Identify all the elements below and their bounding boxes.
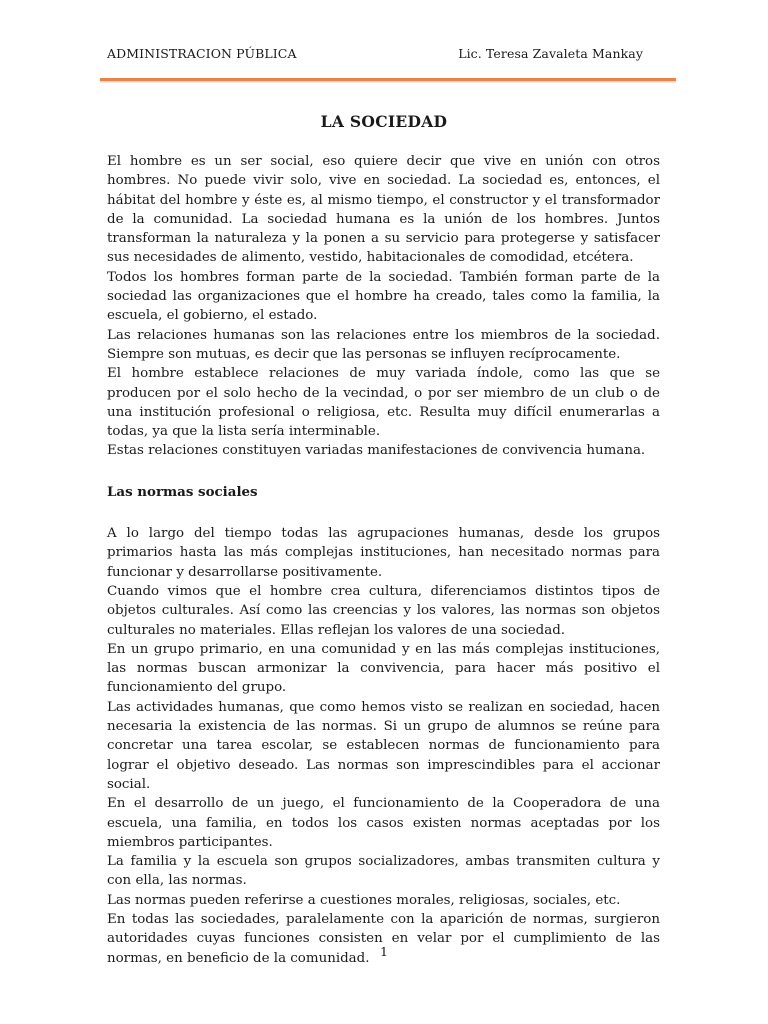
section-paragraph-7: Las normas pueden referirse a cuestiones morales, religiosas, sociales, etc.	[107, 892, 621, 908]
section-paragraph-8: En todas las sociedades, paralelamente con la aparición de normas, surgieron autoridades cuyas funciones consisten en velar por el cumplimiento de las normas, en beneficio de la comunidad.	[107, 911, 660, 966]
intro-paragraph-2: Todos los hombres forman parte de la sociedad. También forman parte de la sociedad las organizaciones que el hombre ha creado, tales como la familia, la escuela, el gobierno, el estado.	[107, 269, 660, 324]
header-author: Lic. Teresa Zavaleta Mankay	[458, 46, 643, 61]
section-paragraph-4: Las actividades humanas, que como hemos visto se realizan en sociedad, hacen necesaria la existencia de las normas. Si un grupo de alumnos se reúne para concretar una tarea escolar, se establecen normas de funcionamiento para lograr el objetivo deseado. Las normas son imprescindibles para el accionar social.	[107, 699, 660, 792]
section-heading: Las normas sociales	[107, 483, 258, 500]
intro-paragraph-4: El hombre establece relaciones de muy variada índole, como las que se producen por el solo hecho de la vecindad, o por ser miembro de un club o de una institución profesional o religiosa, etc. Resulta muy difícil enumerarlas a todas, ya que la lista sería interminable.	[107, 366, 660, 440]
page-number: 1	[380, 944, 388, 959]
header-course-title: ADMINISTRACION PÚBLICA	[107, 46, 297, 61]
intro-paragraph-1: El hombre es un ser social, eso quiere decir que vive en unión con otros hombres. No puede vivir solo, vive en sociedad. La sociedad es, entonces, el hábitat del hombre y éste es, al mismo tiempo, el constructor y el transformador de la comunidad. La sociedad humana es la unión de los hombres. Juntos transforman la naturaleza y la ponen a su servicio para protegerse y satisfacer sus necesidades de alimento, vestido, habitacionales de comodidad, etcétera.	[107, 154, 660, 266]
document-body	[107, 152, 660, 968]
page-header	[107, 46, 643, 64]
section-paragraph-6: La familia y la escuela son grupos socializadores, ambas transmiten cultura y con ella, las normas.	[107, 854, 660, 889]
header-divider	[100, 78, 676, 81]
section-paragraph-1: A lo largo del tiempo todas las agrupaciones humanas, desde los grupos primarios hasta las más complejas instituciones, han necesitado normas para funcionar y desarrollarse positivamente.	[107, 526, 660, 580]
intro-paragraph-5: Estas relaciones constituyen variadas manifestaciones de convivencia humana.	[107, 443, 646, 459]
section-paragraph-2: Cuando vimos que el hombre crea cultura, diferenciamos distintos tipos de objetos culturales. Así como las creencias y los valores, las normas son objetos culturales no materiales. Ellas reflejan los valores de una sociedad.	[107, 583, 660, 638]
section-paragraph-3: En un grupo primario, en una comunidad y en las más complejas instituciones, las normas buscan armonizar la convivencia, para hacer más positivo el funcionamiento del grupo.	[107, 641, 660, 696]
document-title: LA SOCIEDAD	[320, 112, 448, 131]
section-paragraph-5: En el desarrollo de un juego, el funcionamiento de la Cooperadora de una escuela, una familia, en todos los casos existen normas aceptadas por los miembros participantes.	[107, 796, 660, 850]
intro-paragraph-3: Las relaciones humanas son las relaciones entre los miembros de la sociedad. Siempre son mutuas, es decir que las personas se influyen recíprocamente.	[107, 327, 660, 362]
